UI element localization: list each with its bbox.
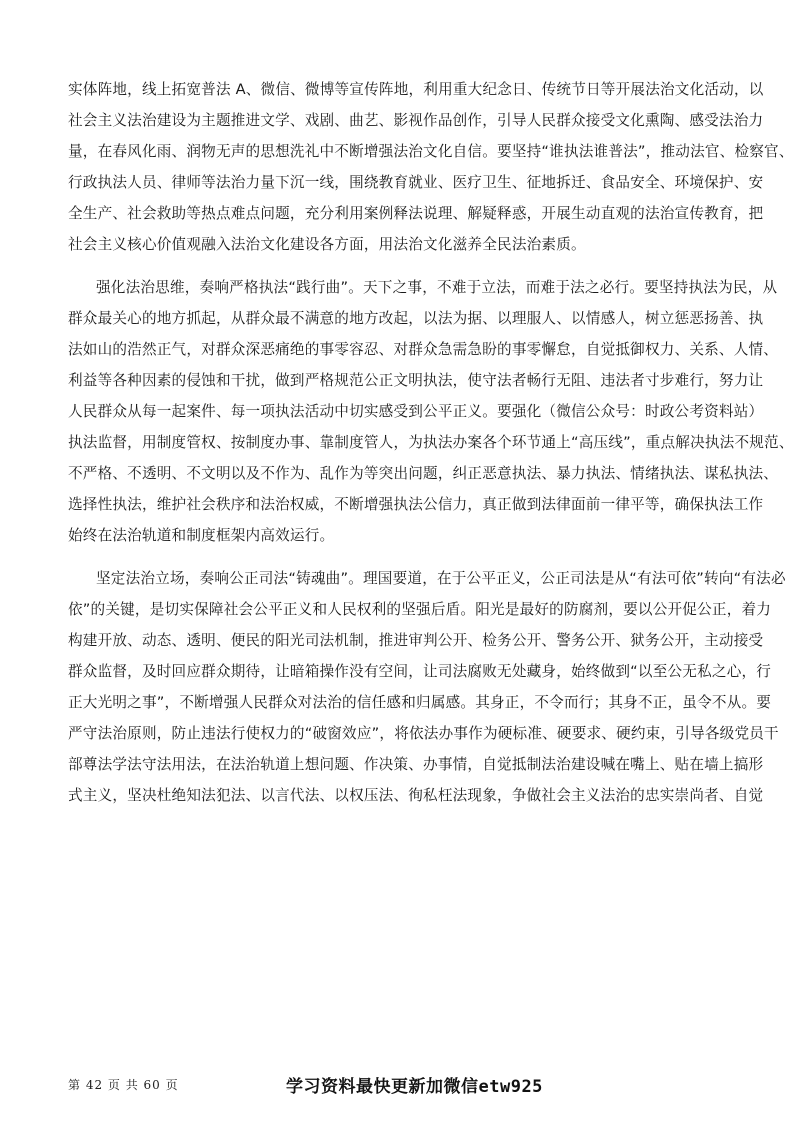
text-line: 正大光明之事”，不断增强人民群众对法治的信任感和归属感。其身正，不令而行；其身不正，虽令不从。要 — [68, 694, 772, 711]
text-line: 行政执法人员、律师等法治力量下沉一线，围绕教育就业、医疗卫生、征地拆迁、食品安全、环境保护、安 — [68, 174, 764, 191]
watermark-text: 学习资料最快更新加微信etw925 — [286, 1077, 543, 1097]
text-line: 全生产、社会救助等热点难点问题，充分利用案例释法说理、解疑释惑，开展生动直观的法治宣传教育，把 — [68, 205, 764, 222]
text-line: 构建开放、动态、透明、便民的阳光司法机制，推进审判公开、检务公开、警务公开、狱务公开，主动接受 — [68, 632, 764, 649]
text-line: 社会主义核心价值观融入法治文化建设各方面，用法治文化滋养全民法治素质。 — [68, 236, 586, 253]
text-line: 严守法治原则，防止违法行使权力的“破窗效应”，将依法办事作为硬标准、硬要求、硬约束，引导各级党员干 — [68, 725, 779, 742]
text-line: 社会主义法治建设为主题推进文学、戏剧、曲艺、影视作品创作，引导人民群众接受文化熏陶、感受法治力 — [68, 112, 764, 129]
text-line: 执法监督，用制度管权、按制度办事、靠制度管人，为执法办案各个环节通上“高压线”，重点解决执法不规范、 — [68, 434, 794, 451]
text-line: 部尊法学法守法用法，在法治轨道上想问题、作决策、办事情，自觉抵制法治建设喊在嘴上、贴在墙上搞形 — [68, 756, 764, 773]
text-line: 人民群众从每一起案件、每一项执法活动中切实感受到公平正义。要强化（微信公众号：时政公考资料站） — [68, 403, 764, 420]
text-line: 群众监督，及时回应群众期待，让暗箱操作没有空间，让司法腐败无处藏身，始终做到“以至公无私之心，行 — [68, 663, 772, 680]
text-line: 量，在春风化雨、润物无声的思想洗礼中不断增强法治文化自信。要坚持“谁执法谁普法”，推动法官、检察官、 — [68, 143, 794, 160]
text-line: 始终在法治轨道和制度框架内高效运行。 — [68, 527, 335, 544]
document-body — [68, 74, 794, 823]
text-line: 群众最关心的地方抓起，从群众最不满意的地方改起，以法为据、以理服人、以情感人，树立惩恶扬善、执 — [68, 310, 764, 327]
paragraph-1 — [68, 74, 794, 260]
paragraph-2 — [68, 272, 794, 551]
text-line: 式主义，坚决杜绝知法犯法、以言代法、以权压法、徇私枉法现象，争做社会主义法治的忠实崇尚者、自觉 — [68, 787, 764, 804]
text-line: 实体阵地，线上拓宽普法 A、微信、微博等宣传阵地，利用重大纪念日、传统节日等开展法治文化活动，以 — [68, 81, 764, 98]
paragraph-3 — [68, 563, 786, 811]
text-line: 法如山的浩然正气，对群众深恶痛绝的事零容忍、对群众急需急盼的事零懈怠，自觉抵御权力、关系、人情、 — [68, 341, 779, 358]
text-line: 强化法治思维，奏响严格执法“践行曲”。天下之事，不难于立法，而难于法之必行。要坚持执法为民，从 — [96, 279, 778, 296]
text-line: 利益等各种因素的侵蚀和干扰，做到严格规范公正文明执法，使守法者畅行无阻、违法者寸步难行，努力让 — [68, 372, 764, 389]
text-line: 依”的关键，是切实保障社会公平正义和人民权利的坚强后盾。阳光是最好的防腐剂，要以公开促公正，着力 — [68, 601, 772, 618]
text-line: 选择性执法，维护社会秩序和法治权威，不断增强执法公信力，真正做到法律面前一律平等，确保执法工作 — [68, 496, 764, 513]
page-number: 第 42 页 共 60 页 — [68, 1078, 179, 1092]
text-line: 不严格、不透明、不文明以及不作为、乱作为等突出问题，纠正恶意执法、暴力执法、情绪执法、谋私执法、 — [68, 465, 779, 482]
page-footer — [0, 1072, 800, 1096]
text-line: 坚定法治立场，奏响公正司法“铸魂曲”。理国要道，在于公平正义，公正司法是从“有法可依”转向“有法必 — [96, 570, 786, 587]
